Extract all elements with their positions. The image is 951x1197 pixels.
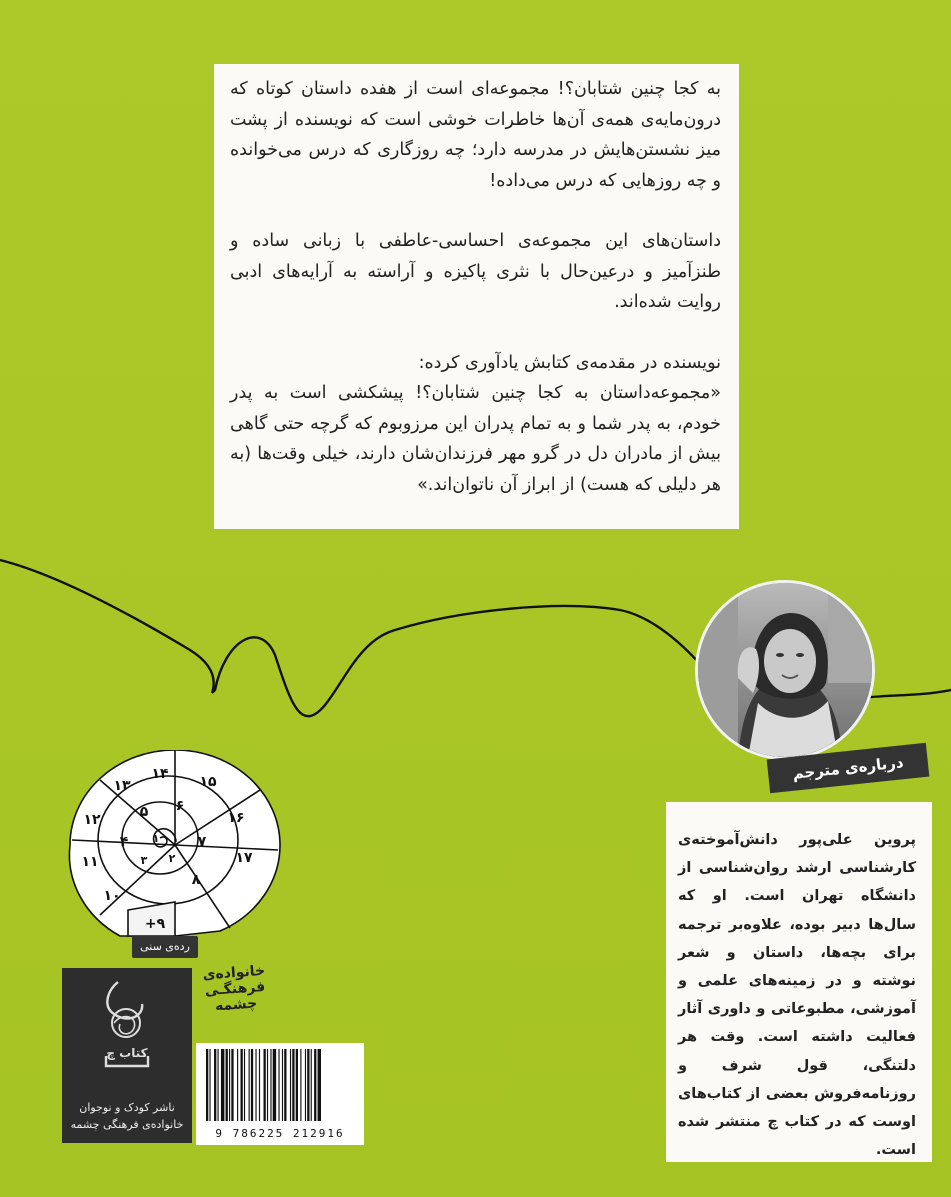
barcode-bar	[305, 1049, 306, 1121]
age-highlight: +۹	[144, 916, 166, 932]
age-label-4: ۴	[119, 834, 129, 850]
barcode-bar	[300, 1049, 301, 1121]
age-label-15: ۱۵	[199, 774, 217, 790]
barcode-bar	[214, 1049, 216, 1121]
barcode-bar	[259, 1049, 260, 1121]
age-label-6: ۶	[175, 798, 185, 814]
brand-line-2: فرهنگـی	[204, 978, 266, 1000]
barcode-bar	[231, 1049, 233, 1121]
age-label-10: ۱۰	[103, 888, 121, 904]
barcode-bar	[255, 1049, 256, 1121]
barcode-bar	[290, 1049, 291, 1121]
translator-bio: پروین علی‌پور دانش‌آموخته‌ی کارشناسی ارشد روان‌شناسی از دانشگاه تهران است. او که سال‌ها دبیر بوده، علاوه‌بر ترجمه برای بچه‌ها، داستان و شعر نوشته و در زمینه‌های علمی و آموزشی، مطبوعاتی و داوری آثار فعالیت داشته است. وقت هر دلتنگی، قول شرف و روزنامه‌فروش بعضی از کتاب‌های اوست که در کتاب چ منتشر شده است.	[666, 802, 932, 1162]
age-label-11: ۱۱	[81, 854, 99, 870]
publisher-caption-line-1: ناشر کودک و نوجوان	[79, 1101, 175, 1114]
barcode-bar	[237, 1049, 238, 1121]
barcode-bar	[267, 1049, 268, 1121]
barcode-bar	[264, 1049, 266, 1121]
age-label-14: ۱۴	[151, 766, 169, 782]
age-label-16: ۱۶	[227, 810, 245, 826]
publisher-logo-name: کتاب چ	[106, 1046, 148, 1060]
barcode-bar	[226, 1049, 228, 1121]
publisher-brand-logo	[198, 963, 271, 1016]
publisher-logo-block	[62, 968, 192, 1143]
barcode-bar	[249, 1049, 250, 1121]
blurb-intro-line: نویسنده در مقدمه‌ی کتابش یادآوری کرده:	[418, 352, 721, 373]
barcode	[196, 1043, 364, 1145]
barcode-bar	[284, 1049, 286, 1121]
publisher-caption-line-2: خانواده‌ی فرهنگی چشمه	[70, 1118, 184, 1131]
age-range-label: رده‌ی سنی	[132, 936, 198, 958]
barcode-bar	[282, 1049, 283, 1121]
barcode-bar	[209, 1049, 210, 1121]
brand-line-1: خانواده‌ی	[202, 962, 266, 984]
age-range-wheel	[60, 750, 290, 940]
publisher-logo-icon	[62, 968, 192, 1083]
age-label-5: ۵	[139, 804, 149, 820]
barcode-bar	[318, 1049, 321, 1121]
age-label-17: ۱۷	[235, 850, 253, 866]
age-label-7: ۷	[197, 834, 207, 850]
barcode-number: 9 786225 212916	[215, 1127, 345, 1140]
barcode-bar	[273, 1049, 276, 1121]
barcode-bar	[206, 1049, 208, 1121]
barcode-bar	[292, 1049, 294, 1121]
age-label-2: ۲	[168, 852, 176, 865]
blurb-paragraph-1: به کجا چنین شتابان؟! مجموعه‌ای است از هفده داستان کوتاه که درون‌مایه‌ی همه‌ی آن‌ها خاطرات خوشی است که نویسنده از پشت میز نشستن‌هایش در مدرسه دارد؛ چه روزگاری که درس می‌خوانده و چه روزهایی که درس می‌داده!	[230, 79, 721, 191]
age-label-12: ۱۲	[83, 812, 101, 828]
barcode-bar	[278, 1049, 279, 1121]
brand-line-3: چشمه	[214, 995, 258, 1015]
barcode-bar	[311, 1049, 312, 1121]
age-label-1: ۱	[152, 832, 160, 845]
barcode-bar	[296, 1049, 298, 1121]
age-label-3: ۳	[140, 854, 148, 867]
barcode-bar	[307, 1049, 309, 1121]
blurb-quote: «مجموعه‌داستان به کجا چنین شتابان؟! پیشکشی است به پدر خودم، به پدر شما و به تمام پدران این مرزوبوم که گرچه حتی گاهی بیش از مادران دل در گرو مهر فرزندان‌شان دارند، خیلی وقت‌ها (به هر دلیلی که هست) از ابراز آن ناتوان‌اند.»	[230, 383, 721, 495]
barcode-bar	[229, 1049, 230, 1121]
age-label-8: ۸	[191, 872, 201, 888]
barcode-bar	[244, 1049, 245, 1121]
barcode-bar	[270, 1049, 271, 1121]
publisher-caption	[62, 1099, 192, 1133]
age-label-13: ۱۳	[113, 778, 131, 794]
barcode-bar	[251, 1049, 253, 1121]
barcode-bar	[314, 1049, 316, 1121]
portrait-image	[698, 583, 872, 757]
blurb-paragraph-2: داستان‌های این مجموعه‌ی احساسی-عاطفی با زبانی ساده و طنزآمیز و درعین‌حال با نثری پاکیزه و آراسته به آرایه‌های ادبی روایت شده‌اند.	[230, 231, 721, 312]
barcode-bar	[221, 1049, 224, 1121]
translator-heading: درباره‌ی مترجم	[767, 743, 930, 794]
translator-photo	[695, 580, 875, 760]
barcode-bar	[218, 1049, 219, 1121]
barcode-bars	[204, 1049, 356, 1121]
barcode-bar	[241, 1049, 243, 1121]
